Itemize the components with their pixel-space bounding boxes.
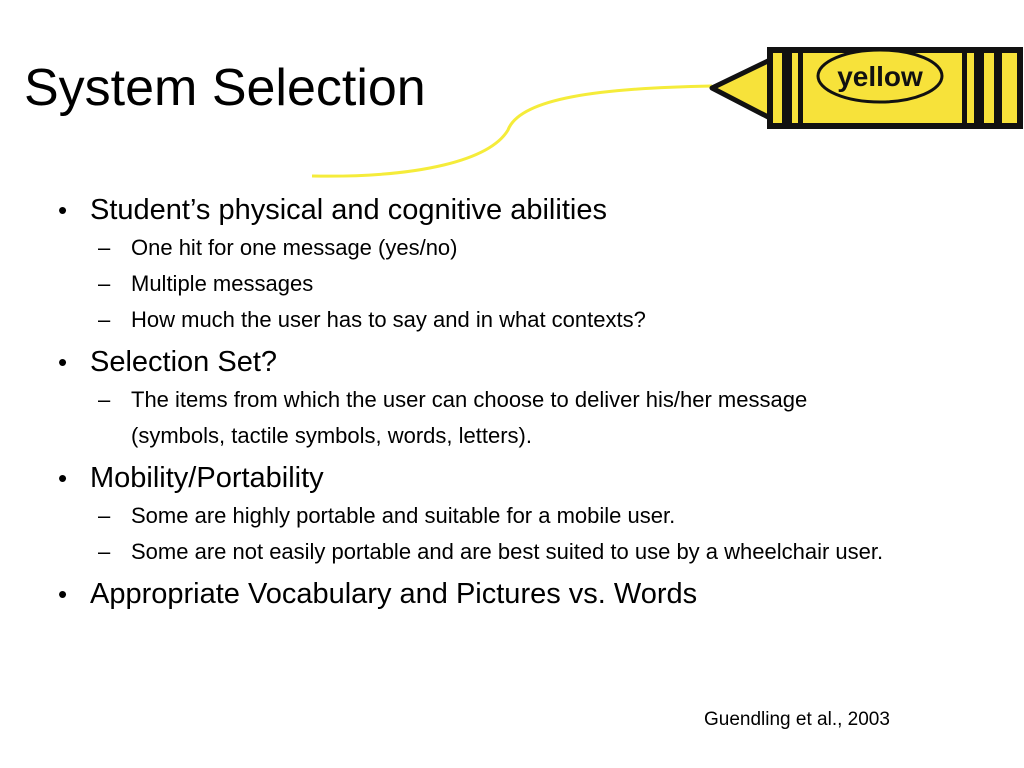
bullet-text: Appropriate Vocabulary and Pictures vs. Words [90, 578, 698, 610]
dash-icon: – [98, 235, 111, 260]
sub-bullet-item [90, 534, 891, 570]
sub-bullet-text: Multiple messages [131, 271, 314, 296]
bullet-text: Mobility/Portability [90, 462, 324, 494]
sub-bullet-list [90, 382, 958, 454]
dash-icon: – [98, 503, 111, 528]
sub-bullet-text: One hit for one message (yes/no) [131, 235, 458, 260]
sub-bullet-list [90, 230, 958, 338]
yellow-crayon-icon [712, 50, 1020, 126]
dash-icon: – [98, 307, 111, 332]
sub-bullet-text: How much the user has to say and in what contexts? [131, 307, 646, 332]
citation: Guendling et al., 2003 [704, 709, 890, 730]
dash-icon: – [98, 539, 111, 564]
dash-icon: – [98, 387, 111, 412]
crayon-label-text: yellow [837, 61, 923, 92]
bullet-item [58, 190, 958, 338]
sub-bullet-text: Some are not easily portable and are best suited to use by a wheelchair user. [131, 539, 884, 564]
sub-bullet-item [90, 302, 958, 338]
sub-bullet-item [90, 266, 958, 302]
sub-bullet-item [90, 230, 958, 266]
sub-bullet-list [90, 498, 958, 570]
bullet-item [58, 574, 958, 614]
bullet-dot-icon: • [58, 195, 68, 225]
sub-bullet-text: The items from which the user can choose to deliver his/her message (symbols, tactile symbols, words, letters). [131, 387, 808, 448]
slide-title: System Selection [24, 59, 426, 117]
bullet-dot-icon: • [58, 347, 68, 377]
sub-bullet-item [90, 498, 958, 534]
bullet-item [58, 458, 958, 570]
dash-icon: – [98, 271, 111, 296]
bullet-dot-icon: • [58, 463, 68, 493]
bullet-text: Selection Set? [90, 346, 278, 378]
bullet-dot-icon: • [58, 579, 68, 609]
bullet-item [58, 342, 958, 454]
bullet-list [58, 186, 958, 614]
sub-bullet-item [90, 382, 891, 454]
bullet-text: Student’s physical and cognitive abilities [90, 194, 607, 226]
sub-bullet-text: Some are highly portable and suitable for a mobile user. [131, 503, 676, 528]
